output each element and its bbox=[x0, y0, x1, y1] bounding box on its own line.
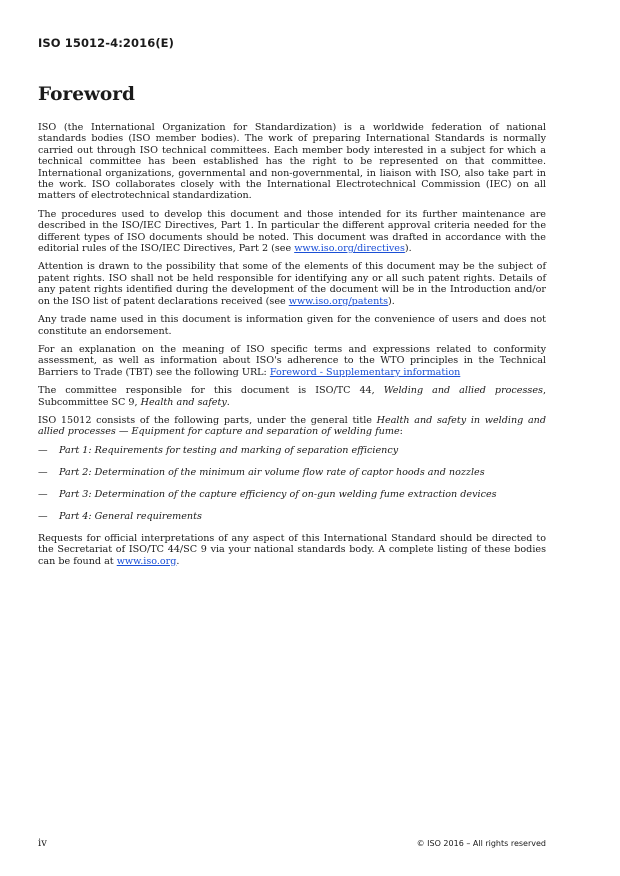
link-iso-patents[interactable]: www.iso.org/patents bbox=[288, 295, 389, 307]
paragraph-committee: The committee responsible for this document is ISO/TC 44, Welding and allied processes, Subcommittee SC 9, Health and safety. bbox=[38, 385, 546, 408]
copyright-notice: © ISO 2016 – All rights reserved bbox=[416, 839, 546, 848]
link-iso-directives[interactable]: www.iso.org/directives bbox=[294, 243, 405, 255]
paragraph-conformity: For an explanation on the meaning of ISO specific terms and expressions related to conformity assessment, as well as information about ISO's adherence to the WTO principles in the Technical Barriers to Trade (TBT) see the following URL: Foreword - Supplementary information bbox=[38, 343, 546, 378]
paragraph-parts-intro: ISO 15012 consists of the following parts, under the general title Health and safety in welding and allied processes — Equipment for capture and separation of welding fume: bbox=[38, 414, 546, 438]
list-item: — Part 4: General requirements bbox=[38, 510, 202, 522]
page-number: iv bbox=[38, 838, 47, 849]
list-item: — Part 2: Determination of the minimum air volume flow rate of captor hoods and nozzles bbox=[38, 466, 485, 478]
paragraph-trade-name: Any trade name used in this document is information given for the convenience of users and does not constitute an endorsement. bbox=[38, 314, 546, 337]
list-item: — Part 1: Requirements for testing and marking of separation efficiency bbox=[38, 444, 399, 456]
parts-list bbox=[38, 445, 546, 522]
paragraph-patents: Attention is drawn to the possibility that some of the elements of this document may be the subject of patent rights. ISO shall not be held responsible for identifying any or all such patent rights. Details of any patent rights identified during the development of the document will be in the Introduction and/or on the ISO list of patent declarations received (see www.iso.org/patents). bbox=[38, 261, 546, 307]
foreword-body bbox=[38, 122, 546, 574]
paragraph-interpretations: Requests for official interpretations of any aspect of this International Standard should be directed to the Secretariat of ISO/TC 44/SC 9 via your national standards body. A complete listing of these bodies can be found at www.iso.org. bbox=[38, 532, 546, 567]
link-foreword-supplementary[interactable]: Foreword - Supplementary information bbox=[269, 366, 461, 378]
page-title: Foreword bbox=[38, 84, 135, 105]
list-item: — Part 3: Determination of the capture efficiency of on-gun welding fume extraction devices bbox=[38, 488, 497, 500]
document-id: ISO 15012-4:2016(E) bbox=[38, 36, 174, 50]
paragraph-procedures: The procedures used to develop this document and those intended for its further maintenance are described in the ISO/IEC Directives, Part 1. In particular the different approval criteria needed for the different types of ISO documents should be noted. This document was drafted in accordance with the editorial rules of the ISO/IEC Directives, Part 2 (see www.iso.org/directives). bbox=[38, 208, 546, 255]
link-iso-org[interactable]: www.iso.org bbox=[116, 555, 177, 567]
paragraph-iso-intro: ISO (the International Organization for Standardization) is a worldwide federation of national standards bodies (ISO member bodies). The work of preparing International Standards is normally carried out through ISO technical committees. Each member body interested in a subject for which a technical committee has been established has the right to be represented on that committee. International organizations, governmental and non-governmental, in liaison with ISO, also take part in the work. ISO collaborates closely with the International Electrotechnical Commission (IEC) on all matters of electrotechnical standardization. bbox=[38, 122, 546, 202]
